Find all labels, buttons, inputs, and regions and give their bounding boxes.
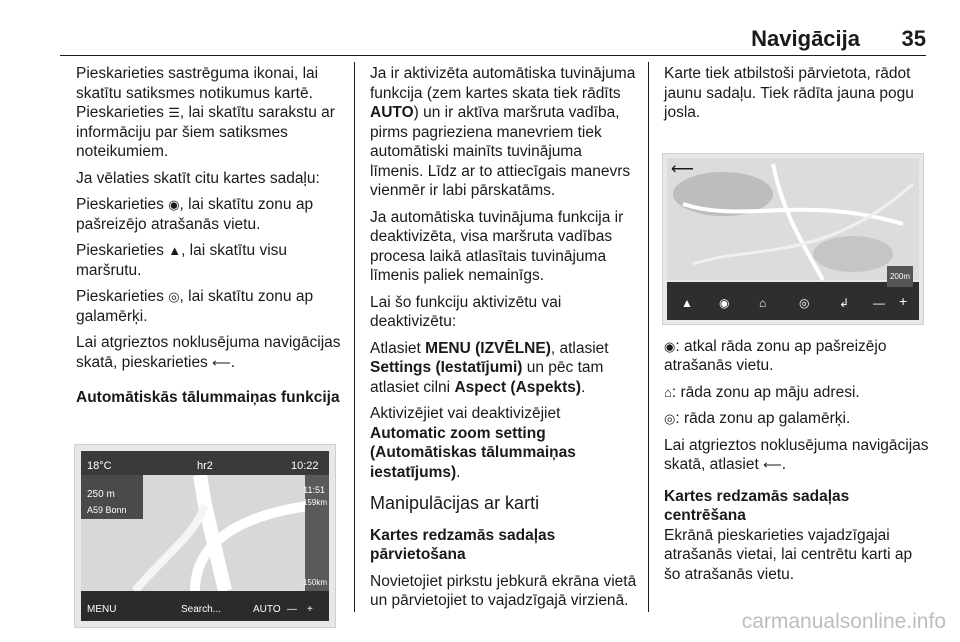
watermark: carmanualsonline.info xyxy=(741,610,946,633)
text: . xyxy=(230,353,236,371)
text: . xyxy=(781,456,787,473)
current-position-icon: ◉ xyxy=(168,197,180,212)
eta-time: 11:51 xyxy=(303,484,325,495)
destination-icon[interactable]: ◎ xyxy=(799,295,810,310)
maneuver-road: A59 Bonn xyxy=(87,504,127,515)
paragraph xyxy=(370,64,638,201)
paragraph: Ja automātiska tuvinājuma funkcija ir deaktivizēta, visa maršruta vadības procesa laikā atlasītais tuvinājuma līmenis paliek nemainīgs. xyxy=(370,208,624,284)
search-field[interactable]: Search... xyxy=(181,603,222,615)
paragraph: Novietojiet pirkstu jebkurā ekrāna vietā un pārvietojiet to vajadzīgajā virzienā. xyxy=(370,572,637,609)
paragraph xyxy=(664,409,932,429)
list-icon: ☰ xyxy=(168,105,180,120)
paragraph: Lai šo funkciju aktivizētu vai deaktivizētu: xyxy=(370,293,562,330)
back-arrow-icon[interactable]: ⟵ xyxy=(671,160,694,178)
paragraph xyxy=(76,64,344,162)
auto-zoom-indicator[interactable]: AUTO xyxy=(253,603,281,615)
text: Atlasiet xyxy=(370,339,421,357)
text: un pēc tam atlasiet cilni xyxy=(370,359,604,396)
paragraph xyxy=(76,333,344,372)
text: , lai skatītu sarakstu ar informāciju par šiem satiksmes noteikumiem. xyxy=(76,104,335,160)
menu-button[interactable]: MENU xyxy=(87,603,117,615)
back-arrow-icon: ⟵ xyxy=(763,457,782,472)
map-toolbar xyxy=(81,591,329,621)
header-rule xyxy=(60,55,926,56)
status-center: hr2 xyxy=(197,459,213,472)
text: , lai skatītu visu maršrutu. xyxy=(76,242,288,279)
text: Pieskarieties xyxy=(76,288,164,305)
paragraph xyxy=(370,404,638,482)
text: Pieskarieties xyxy=(76,242,164,259)
text-bold: AUTO xyxy=(370,104,414,121)
back-arrow-icon: ⟵ xyxy=(212,354,231,370)
text: ) un ir aktīva maršruta vadība, pirms pagrieziena manevriem tiek automātiski mainīts tuvinājuma līmenis. Līdz ar to attiecīgais manevrs vienmēr ir labi pārskatāms. xyxy=(370,104,631,199)
text: Lai atgrieztos noklusējuma navigācijas skatā, pieskarieties xyxy=(76,334,341,371)
section-heading: Manipulācijas ar karti xyxy=(370,493,540,513)
paragraph: Karte tiek atbilstoši pārvietota, rādot jaunu sadaļu. Tiek rādīta jauna pogu josla. xyxy=(664,65,914,121)
text: , atlasiet xyxy=(550,339,609,357)
paragraph xyxy=(76,241,344,280)
text-bold: MENU (IZVĒLNE) xyxy=(425,339,551,357)
column-divider-2 xyxy=(648,62,649,612)
section-heading: Automātiskās tālummaiņas funkcija xyxy=(76,389,340,406)
column-3 xyxy=(664,64,932,591)
paragraph: Ja vēlaties skatīt citu kartes sadaļu: xyxy=(76,169,320,187)
back-arrow-icon[interactable]: ↲ xyxy=(839,295,850,310)
map-scale: 150km xyxy=(302,577,327,587)
zoom-out-icon[interactable]: — xyxy=(287,603,297,615)
text: Lai atgrieztos noklusējuma navigācijas skatā, atlasiet xyxy=(664,436,929,473)
text: Pieskarieties sastrēguma ikonai, lai skatītu satiksmes notikumus kartē. Pieskarieties xyxy=(76,65,319,121)
maneuver-distance: 250 m xyxy=(87,488,115,500)
home-icon[interactable]: ⌂ xyxy=(759,295,767,310)
zoom-in-icon[interactable]: + xyxy=(899,292,908,309)
text-bold: Settings (Iestatījumi) xyxy=(370,359,523,376)
zoom-out-icon[interactable]: — xyxy=(873,295,885,310)
text-bold: Aspect (Aspekts) xyxy=(454,378,582,396)
current-position-icon[interactable]: ◉ xyxy=(719,295,730,310)
text: . xyxy=(581,378,586,396)
text: : rāda zonu ap galamērķi. xyxy=(675,410,851,427)
home-icon: ⌂ xyxy=(664,384,672,400)
screenshot-map-moved xyxy=(662,153,924,325)
paragraph xyxy=(664,383,932,403)
page-number: 35 xyxy=(901,26,926,51)
screenshot-auto-zoom xyxy=(74,444,336,628)
route-icon[interactable]: ▲ xyxy=(681,295,693,310)
status-bar xyxy=(81,451,329,475)
text: Pieskarieties xyxy=(76,196,164,213)
destination-icon: ◎ xyxy=(664,411,676,426)
paragraph xyxy=(664,436,932,475)
paragraph xyxy=(76,287,344,326)
destination-icon: ◎ xyxy=(168,289,180,304)
text: Ja ir aktivizēta automātiska tuvinājuma funkcija (zem kartes skata tiek rādīts xyxy=(370,65,636,102)
page-header xyxy=(60,26,926,54)
temperature: 18°C xyxy=(87,459,112,472)
column-1 xyxy=(76,64,344,628)
column-divider-1 xyxy=(354,62,355,612)
text: : rāda zonu ap māju adresi. xyxy=(671,383,860,401)
text: , lai skatītu zonu ap galamērķi. xyxy=(76,288,314,325)
paragraph: Ekrānā pieskarieties vajadzīgajai atrašanās vietai, lai centrētu karti ap šo atrašanās vietu. xyxy=(664,526,913,583)
chapter-title: Navigācija xyxy=(751,26,860,51)
text: : atkal rāda zonu ap pašreizējo atrašanās vietu. xyxy=(664,337,887,374)
paragraph xyxy=(76,195,344,234)
paragraph xyxy=(664,337,932,376)
map-scale: 200m xyxy=(887,266,913,288)
column-2 xyxy=(370,64,638,618)
section-heading: Kartes redzamās sadaļas centrēšana xyxy=(664,487,850,524)
eta-distance: 159km xyxy=(302,497,327,507)
clock: 10:22 xyxy=(291,459,319,472)
route-icon: ▲ xyxy=(168,243,182,258)
text: , lai skatītu zonu ap pašreizējo atrašanās vietu. xyxy=(76,196,314,233)
zoom-in-icon[interactable]: + xyxy=(307,603,313,615)
text: . xyxy=(456,463,461,481)
current-position-icon: ◉ xyxy=(664,338,676,354)
text: Aktivizējiet vai deaktivizējiet xyxy=(370,405,561,422)
subsection-heading: Kartes redzamās sadaļas pārvietošana xyxy=(370,526,556,563)
paragraph xyxy=(370,339,638,398)
text-bold: Automatic zoom setting (Automātiskas tālummaiņas iestatījums) xyxy=(370,424,576,481)
